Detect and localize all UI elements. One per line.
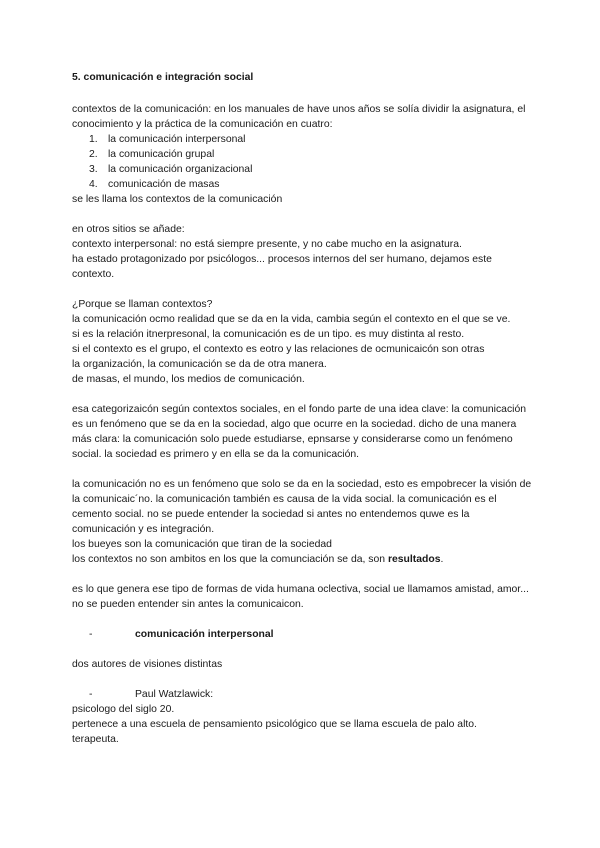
document-content xyxy=(72,70,532,747)
paragraph-line: si el contexto es el grupo, el contexto es eotro y las relaciones de ocmunicaicón son otras xyxy=(72,344,485,355)
paragraph-contexts-intro: contextos de la comunicación: en los manuales de have unos años se solía dividir la asignatura, el conocimiento y la práctica de la comunicación en cuatro: xyxy=(72,104,526,130)
contexts-list xyxy=(72,132,532,192)
paragraph-line: no se pueden entender sin antes la comunicaicon. xyxy=(72,599,304,610)
paragraph-line: ha estado protagonizado por psicólogos... procesos internos del ser humano, dejamos este contexto. xyxy=(72,254,492,280)
list-item: 2. la comunicación grupal xyxy=(89,149,215,160)
list-item: 1. la comunicación interpersonal xyxy=(89,134,246,145)
paragraph-line: psicologo del siglo 20. xyxy=(72,704,175,715)
list-item: 3. la comunicación organizacional xyxy=(89,164,253,175)
paragraph-categorization: esa categorizaicón según contextos sociales, en el fondo parte de una idea clave: la comunicación es un fenómeno que se da en la sociedad, algo que ocurre en la sociedad. dicho de una manera más clara: la comunicación solo puede estudiarse, epnsarse y considerarse como un fenómeno social. la sociedad es primero y en ella se da la comunicación. xyxy=(72,404,527,460)
paragraph-line: contexto interpersonal: no está siempre presente, y no cabe mucho en la asignatura. xyxy=(72,239,462,250)
paragraph-line: de masas, el mundo, los medios de comunicación. xyxy=(72,374,305,385)
author-item xyxy=(72,687,532,702)
subsection-heading-text: comunicación interpersonal xyxy=(135,629,274,640)
bold-term: resultados xyxy=(387,554,441,565)
section-title: 5. comunicación e integración social xyxy=(72,72,254,83)
list-item: 4. comunicación de masas xyxy=(89,179,220,190)
paragraph-line: pertenece a una escuela de pensamiento psicológico que se llama escuela de palo alto. xyxy=(72,719,477,730)
paragraph-line: si es la relación itnerpresonal, la comunicación es de un tipo. es muy distinta al resto. xyxy=(72,329,465,340)
paragraph-line: terapeuta. xyxy=(72,734,119,745)
paragraph-forms-of-life: es lo que genera ese tipo de formas de vida humana oclectiva, social ue llamamos amistad, amor... xyxy=(72,584,529,595)
paragraph-line: se les llama los contextos de la comunicación xyxy=(72,194,283,205)
author-name: Paul Watzlawick: xyxy=(135,689,214,700)
paragraph-line: dos autores de visiones distintas xyxy=(72,659,223,670)
question-line: ¿Porque se llaman contextos? xyxy=(72,299,213,310)
dash-bullet: - xyxy=(89,629,93,640)
paragraph-social-cement: la comunicación no es un fenómeno que solo se da en la sociedad, esto es empobrecer la visión de la comunicaic´no. la comunicación también es causa de la vida social. la comunicación es el cemento social. no se puede entender la sociedad si antes no entendemos quwe es la comunicación y es integración. xyxy=(72,479,532,535)
paragraph-line: la organización, la comunicación se da de otra manera. xyxy=(72,359,327,370)
subsection-heading xyxy=(72,627,532,642)
paragraph-line: los bueyes son la comunicación que tiran de la sociedad xyxy=(72,539,332,550)
paragraph-line: la comunicación ocmo realidad que se da en la vida, cambia según el contexto en el que se ve. xyxy=(72,314,511,325)
paragraph-line: en otros sitios se añade: xyxy=(72,224,185,235)
dash-bullet: - xyxy=(89,689,93,700)
paragraph-line: los contextos no son ambitos en los que la comunciación se da, son resultados. xyxy=(72,554,444,565)
